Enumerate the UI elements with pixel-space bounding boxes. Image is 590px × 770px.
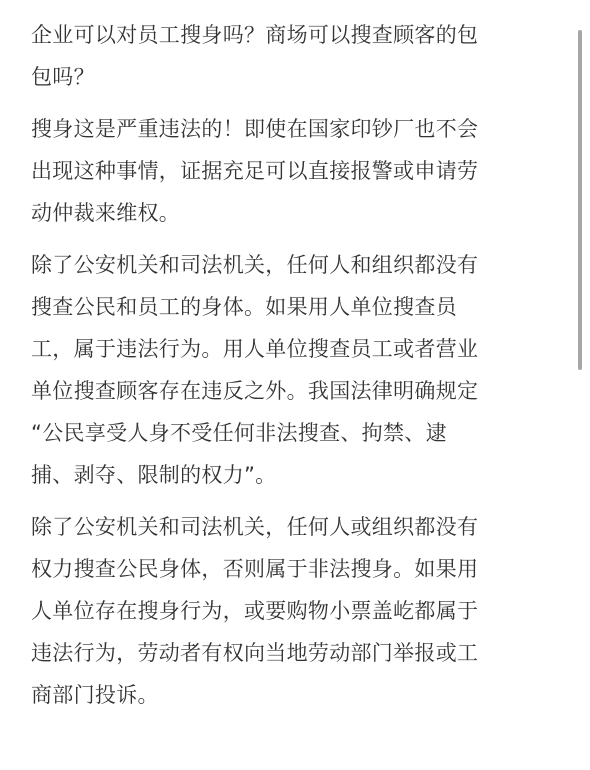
paragraph-line: 违法行为，劳动者有权向当地劳动部门举报或工: [31, 641, 479, 665]
paragraph-law: [31, 244, 559, 496]
paragraph-line: 企业可以对员工搜身吗？商场可以搜查顾客的包: [31, 23, 479, 47]
paragraph-line: 人单位存在搜身行为，或要购物小票盖屹都属于: [31, 599, 479, 623]
paragraph-answer: [31, 108, 559, 234]
paragraph-line: 除了公安机关和司法机关，任何人和组织都没有: [31, 253, 479, 277]
paragraph-line: 搜身这是严重违法的！即使在国家印钞厂也不会: [31, 117, 479, 141]
paragraph-conclusion: [31, 506, 559, 716]
paragraph-line: 除了公安机关和司法机关，任何人或组织都没有: [31, 515, 479, 539]
paragraph-line: 捕、剥夺、限制的权力”。: [31, 463, 277, 487]
paragraph-question: [31, 14, 559, 98]
paragraph-line: 商部门投诉。: [31, 683, 159, 707]
article-body: [31, 14, 559, 726]
paragraph-line: 包吗？: [31, 65, 95, 89]
paragraph-line: 搜查公民和员工的身体。如果用人单位搜查员: [31, 295, 457, 319]
vertical-scrollbar[interactable]: [578, 30, 582, 370]
paragraph-line: 权力搜查公民身体，否则属于非法搜身。如果用: [31, 557, 479, 581]
paragraph-line: 动仲裁来维权。: [31, 201, 181, 225]
paragraph-line: 工，属于违法行为。用人单位搜查员工或者营业: [31, 337, 479, 361]
paragraph-line: “公民享受人身不受任何非法搜查、拘禁、逮: [31, 421, 447, 445]
paragraph-line: 单位搜查顾客存在违反之外。我国法律明确规定: [31, 379, 479, 403]
paragraph-line: 出现这种事情，证据充足可以直接报警或申请劳: [31, 159, 479, 183]
